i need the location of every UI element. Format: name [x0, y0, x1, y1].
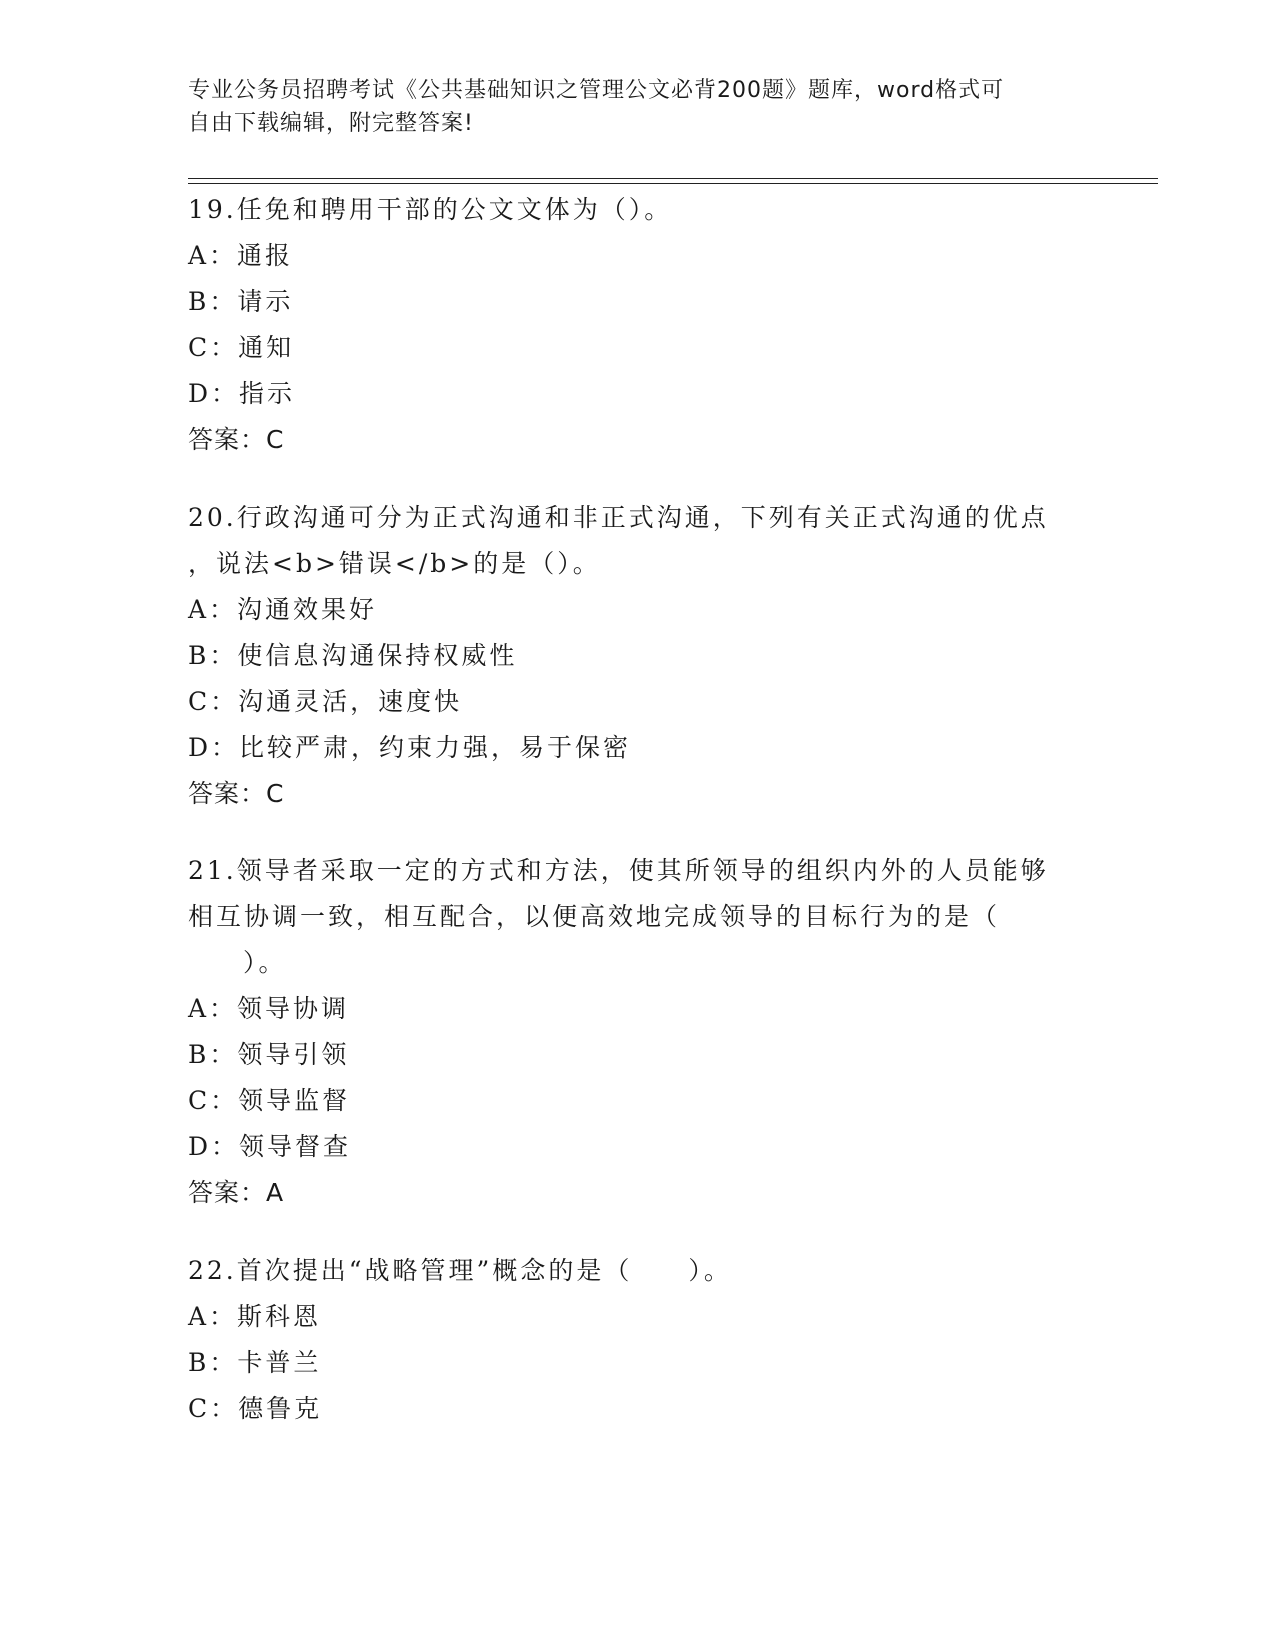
question-22: [188, 1248, 1088, 1432]
question-text-end: ）。: [243, 948, 287, 977]
question-text: 21.领导者采取一定的方式和方法，使其所领导的组织内外的人员能够: [188, 856, 1049, 885]
header-divider-top: [188, 178, 1158, 179]
option-c: C：德鲁克: [188, 1394, 323, 1423]
option-d: D：比较严肃，约束力强，易于保密: [188, 733, 632, 762]
document-header: [188, 74, 1068, 140]
option-b: B：使信息沟通保持权威性: [188, 641, 518, 670]
question-21: [188, 848, 1088, 1216]
question-text: 22.首次提出“战略管理”概念的是（ ）。: [188, 1256, 732, 1285]
question-text: 20.行政沟通可分为正式沟通和非正式沟通，下列有关正式沟通的优点: [188, 503, 1049, 532]
header-line-2: 自由下载编辑，附完整答案!: [188, 111, 474, 136]
option-c: C：领导监督: [188, 1086, 351, 1115]
question-text: 19.任免和聘用干部的公文文体为（）。: [188, 195, 673, 224]
option-a: A：领导协调: [188, 994, 350, 1023]
option-d: D：指示: [188, 379, 296, 408]
question-19: [188, 187, 1088, 463]
option-a: A：通报: [188, 241, 294, 270]
header-divider-bottom: [188, 183, 1158, 184]
option-c: C：沟通灵活，速度快: [188, 687, 463, 716]
header-line-1: 专业公务员招聘考试《公共基础知识之管理公文必背200题》题库，word格式可: [188, 78, 1005, 103]
option-d: D：领导督查: [188, 1132, 352, 1161]
option-c: C：通知: [188, 333, 295, 362]
question-text-cont: ，说法<b>错误</b>的是（）。: [188, 549, 601, 578]
option-a: A：斯科恩: [188, 1302, 322, 1331]
question-20: [188, 495, 1088, 817]
answer: 答案：A: [188, 1178, 285, 1207]
question-text-cont: 相互协调一致，相互配合，以便高效地完成领导的目标行为的是（: [188, 902, 1001, 931]
option-a: A：沟通效果好: [188, 595, 378, 624]
option-b: B：请示: [188, 287, 294, 316]
option-b: B：卡普兰: [188, 1348, 322, 1377]
option-b: B：领导引领: [188, 1040, 350, 1069]
answer: 答案：C: [188, 779, 285, 808]
answer: 答案：C: [188, 425, 285, 454]
